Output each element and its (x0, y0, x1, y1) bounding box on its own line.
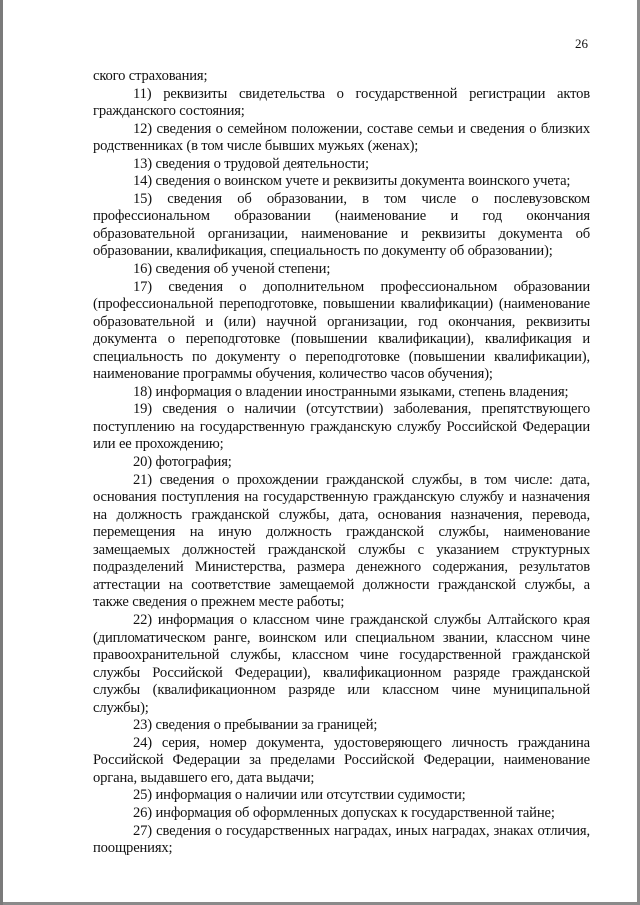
list-item-27: 27) сведения о государственных наградах, иных наградах, знаках отличия, поощрениях; (93, 822, 590, 857)
list-item-19: 19) сведения о наличии (отсутствии) заболевания, препятствующего поступлению на государственную гражданскую службу Российской Федерации или ее прохождению; (93, 401, 590, 453)
list-item-25: 25) информация о наличии или отсутствии судимости; (133, 787, 466, 804)
list-item-13: 13) сведения о трудовой деятельности; (133, 155, 369, 172)
list-item-21: 21) сведения о прохождении гражданской службы, в том числе: дата, основания поступления на государственную гражданскую службу и назначения на должность гражданской службы, дата, основания назначения, перевода, перемещения на иную должность гражданской службы, наименование замещаемых должностей гражданской службы с указанием структурных подразделений Министерства, размера денежного содержания, результатов аттестации на соответствие замещаемой должности гражданской службы, а также сведения о прежнем месте работы; (93, 471, 590, 611)
list-item-20: 20) фотография; (133, 454, 232, 471)
document-body (93, 68, 590, 858)
list-item-12: 12) сведения о семейном положении, составе семьи и сведения о близких родственниках (в том числе бывших мужьях (женах); (93, 120, 590, 155)
list-item-26: 26) информация об оформленных допусках к государственной тайне; (133, 804, 555, 821)
list-item-22: 22) информация о классном чине гражданской службы Алтайского края (дипломатическом ранге, воинском или специальном звании, классном чине правоохранительной службы, классном чине государственной гражданской службы Российской Федерации), квалификационном разряде гражданской службы (квалификационном разряде или классном чине муниципальной службы); (93, 611, 590, 716)
list-item-17: 17) сведения о дополнительном профессиональном образовании (профессиональной переподготовке, повышении квалификации) (наименование образовательной и (или) научной организации, год окончания, реквизиты документа о переподготовке (повышении квалификации), квалификация и специальность по документу о переподготовке (повышении квалификации), наименование программы обучения, количество часов обучения); (93, 278, 590, 383)
paragraph-continuation: ского страхования; (93, 68, 208, 84)
list-item-18: 18) информация о владении иностранными языками, степень владения; (133, 383, 569, 400)
list-item-15: 15) сведения об образовании, в том числе о послевузовском профессиональном образовании (наименование и год окончания образовательной организации, наименование и реквизиты документа об образовании, квалификация, специальность по документу об образовании); (93, 190, 590, 260)
list-item-23: 23) сведения о пребывании за границей; (133, 717, 378, 734)
list-item-14: 14) сведения о воинском учете и реквизиты документа воинского учета; (133, 173, 571, 190)
page-number: 26 (575, 36, 588, 51)
list-item-11: 11) реквизиты свидетельства о государственной регистрации актов гражданского состояния; (93, 85, 590, 120)
list-item-16: 16) сведения об ученой степени; (133, 261, 331, 278)
list-item-24: 24) серия, номер документа, удостоверяющего личность гражданина Российской Федерации за пределами Российской Федерации, наименование органа, выдавшего его, дата выдачи; (93, 734, 590, 786)
document-page (3, 0, 637, 902)
